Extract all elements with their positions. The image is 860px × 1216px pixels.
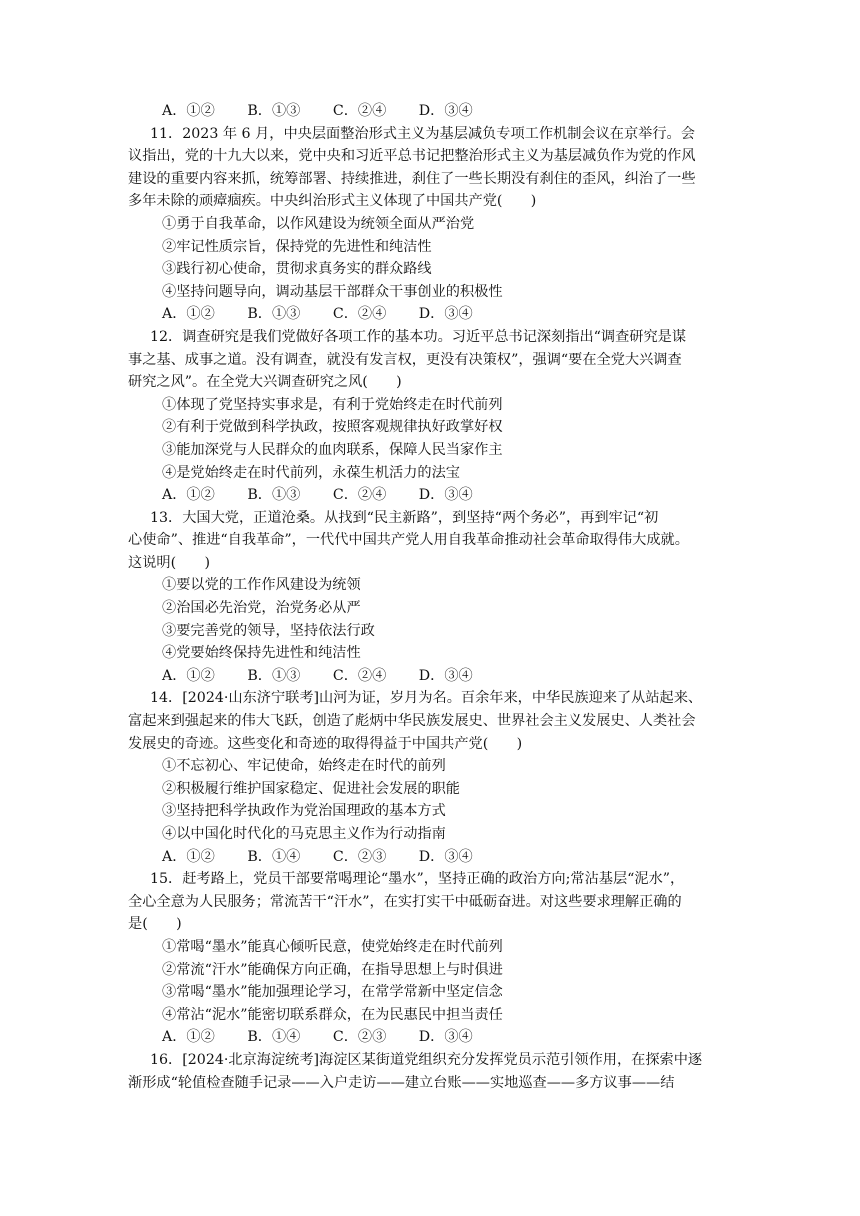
choice-c: C．②③ [332, 1029, 387, 1046]
statement-option: ②牢记性质宗旨，保持党的先进性和纯洁性 [162, 238, 432, 255]
statement-option: ②有利于党做到科学执政，按照客观规律执好政掌好权 [162, 419, 503, 436]
answer-choices [128, 484, 733, 507]
choice-a: A．①② [162, 306, 215, 323]
document-page [128, 100, 733, 1094]
choice-c: C．②④ [332, 306, 387, 323]
question-13 [128, 507, 733, 688]
statement-option: ④是党始终走在时代前列，永葆生机活力的法宝 [162, 464, 460, 481]
top-answer-choices [128, 100, 733, 123]
question-stem-line: 渐形成“轮值检查随手记录——入户走访——建立台账——实地巡查——多方议事——结 [128, 1074, 675, 1091]
question-15 [128, 868, 733, 1049]
statement-option: ①常喝“墨水”能真心倾听民意，使党始终走在时代前列 [162, 938, 503, 955]
choice-a: A．①② [162, 848, 215, 865]
question-stem-line: 多年未除的顽瘴痼疾。中央纠治形式主义体现了中国共产党( ) [128, 193, 537, 210]
question-stem-line: 12．调查研究是我们党做好各项工作的基本功。习近平总书记深刻指出“调查研究是谋 [150, 328, 687, 345]
choice-b: B．①③ [247, 667, 301, 684]
choice-a: A．①② [162, 667, 215, 684]
question-stem-line: 研究之风”。在全党大兴调查研究之风( ) [128, 374, 402, 391]
question-stem-line: 是( ) [128, 916, 182, 933]
statement-option: ③要完善党的领导，坚持依法行政 [162, 622, 375, 639]
question-stem-line: 发展史的奇迹。这些变化和奇迹的取得得益于中国共产党( ) [128, 735, 523, 752]
answer-choices [128, 1026, 733, 1049]
choice-d: D．③④ [418, 1029, 473, 1046]
statement-option: ①不忘初心、牢记使命，始终走在时代的前列 [162, 758, 446, 775]
choice-b: B．①③ [247, 306, 301, 323]
choice-d: D．③④ [418, 487, 473, 504]
choice-b: B．①④ [247, 1029, 301, 1046]
question-stem-line: 富起来到强起来的伟大飞跃，创造了彪炳中华民族发展史、世界社会主义发展史、人类社会 [128, 713, 696, 730]
question-stem-line: 16．[2024·北京海淀统考]海淀区某街道党组织充分发挥党员示范引领作用，在探索中逐 [150, 1051, 703, 1068]
question-stem-line: 心使命”、推进“自我革命”，一代代中国共产党人用自我革命推动社会革命取得伟大成就。 [128, 532, 689, 549]
question-16 [128, 1049, 733, 1094]
choice-c: C．②④ [332, 103, 387, 119]
question-stem-line: 全心全意为人民服务；常流苦干“汗水”，在实打实干中砥砺奋进。对这些要求理解正确的 [128, 893, 682, 910]
question-stem-line: 这说明( ) [128, 554, 211, 571]
question-stem-line: 15．赶考路上，党员干部要常喝理论“墨水”，坚持正确的政治方向;常沾基层“泥水”， [150, 871, 685, 888]
statement-option: ②治国必先治党，治党务必从严 [162, 600, 361, 617]
question-12 [128, 326, 733, 507]
choice-b: B．①④ [247, 848, 301, 865]
statement-option: ②常流“汗水”能确保方向正确，在指导思想上与时俱进 [162, 961, 503, 978]
answer-choices [128, 665, 733, 688]
statement-option: ①体现了党坚持实事求是，有利于党始终走在时代前列 [162, 396, 503, 413]
answer-choices [128, 303, 733, 326]
choice-d: D．③④ [418, 103, 473, 119]
statement-option: ③坚持把科学执政作为党治国理政的基本方式 [162, 803, 446, 820]
statement-option: ④党要始终保持先进性和纯洁性 [162, 645, 361, 662]
question-stem-line: 事之基、成事之道。没有调查，就没有发言权，更没有决策权”，强调“要在全党大兴调查 [128, 351, 682, 368]
question-stem-line: 议指出，党的十九大以来，党中央和习近平总书记把整治形式主义为基层减负作为党的作风 [128, 148, 696, 165]
statement-option: ③能加深党与人民群众的血肉联系，保障人民当家作主 [162, 441, 503, 458]
statement-option: ①勇于自我革命，以作风建设为统领全面从严治党 [162, 215, 475, 232]
choice-a: A．①② [162, 487, 215, 504]
choice-b: B．①③ [247, 103, 301, 119]
statement-option: ③践行初心使命，贯彻求真务实的群众路线 [162, 261, 432, 278]
choice-a: A．①② [162, 103, 215, 119]
answer-choices [128, 846, 733, 869]
choice-b: B．①③ [247, 487, 301, 504]
question-stem-line: 建设的重要内容来抓，统筹部署、持续推进，刹住了一些长期没有刹住的歪风，纠治了一些 [128, 170, 696, 187]
choice-c: C．②③ [332, 848, 387, 865]
question-stem-line: 14．[2024·山东济宁联考]山河为证，岁月为名。百余年来，中华民族迎来了从站起来、 [150, 690, 703, 707]
choice-d: D．③④ [418, 667, 473, 684]
choice-d: D．③④ [418, 848, 473, 865]
choice-c: C．②④ [332, 667, 387, 684]
statement-option: ④坚持问题导向，调动基层干部群众干事创业的积极性 [162, 283, 503, 300]
statement-option: ①要以党的工作作风建设为统领 [162, 577, 361, 594]
question-stem-line: 11．2023 年 6 月，中央层面整治形式主义为基层减负专项工作机制会议在京举行。会 [150, 125, 695, 142]
choice-a: A．①② [162, 1029, 215, 1046]
question-11 [128, 123, 733, 326]
statement-option: ④常沾“泥水”能密切联系群众，在为民惠民中担当责任 [162, 1006, 503, 1023]
choice-d: D．③④ [418, 306, 473, 323]
choice-c: C．②④ [332, 487, 387, 504]
question-stem-line: 13．大国大党，正道沧桑。从找到“民主新路”，到坚持“两个务必”，再到牢记“初 [150, 509, 659, 526]
statement-option: ②积极履行维护国家稳定、促进社会发展的职能 [162, 780, 460, 797]
question-14 [128, 687, 733, 868]
statement-option: ③常喝“墨水”能加强理论学习，在常学常新中坚定信念 [162, 984, 503, 1001]
statement-option: ④以中国化时代化的马克思主义作为行动指南 [162, 826, 446, 842]
